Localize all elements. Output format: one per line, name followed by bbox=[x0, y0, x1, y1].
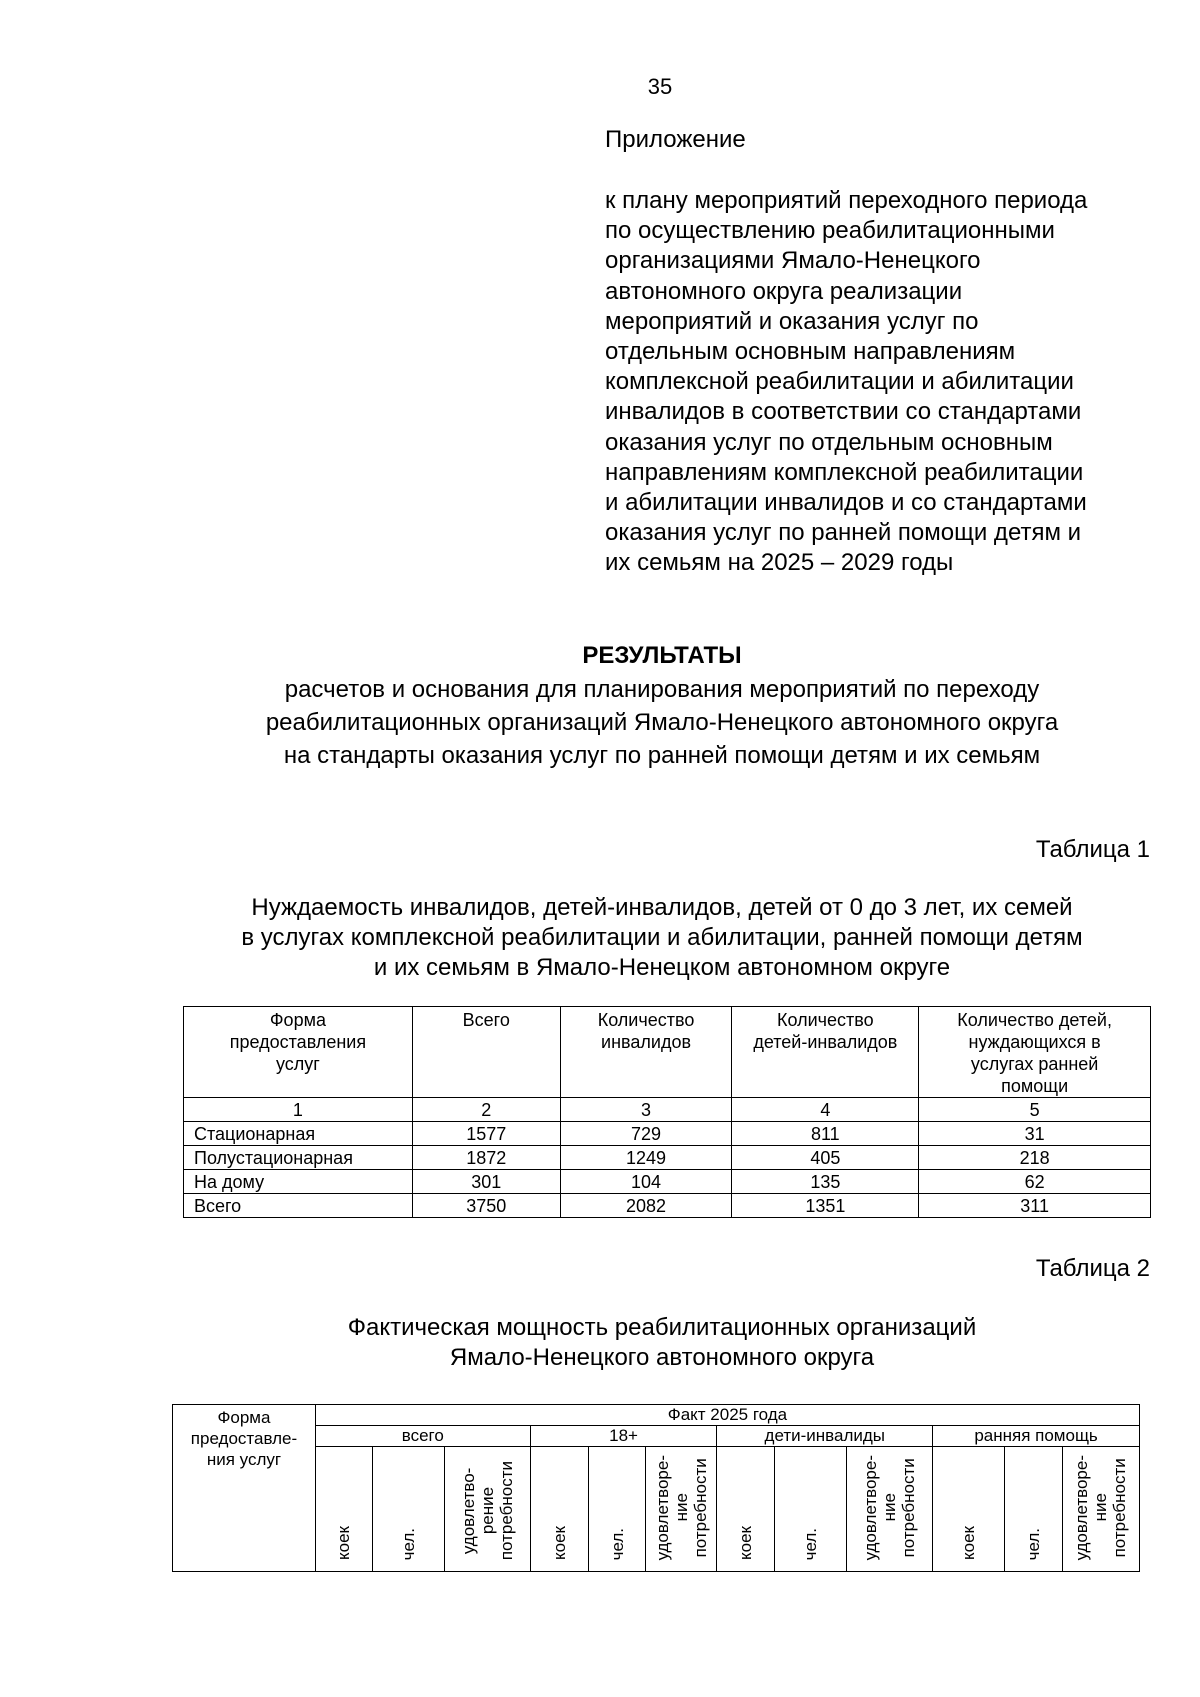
table1-caption bbox=[0, 893, 1200, 983]
row-label: Стационарная bbox=[184, 1122, 413, 1146]
header-cell: Количество инвалидов bbox=[560, 1007, 732, 1098]
header-cell: Количество детей-инвалидов bbox=[732, 1007, 919, 1098]
cell-value: 311 bbox=[919, 1194, 1151, 1218]
subheader-cell bbox=[847, 1447, 933, 1572]
appendix-line: организациями Ямало-Ненецкого bbox=[605, 247, 981, 275]
subheader-cell bbox=[1062, 1447, 1139, 1572]
subheader-text: коек bbox=[549, 1526, 569, 1560]
subheader-text: коек bbox=[959, 1526, 979, 1560]
cell-value: 2082 bbox=[560, 1194, 732, 1218]
cell-value: 729 bbox=[560, 1122, 732, 1146]
subheader-cell bbox=[775, 1447, 847, 1572]
subheader-text: коек bbox=[736, 1526, 756, 1560]
subheader-cell bbox=[444, 1447, 530, 1572]
appendix-line: оказания услуг по ранней помощи детям и bbox=[605, 519, 1082, 547]
table2-caption bbox=[0, 1313, 1200, 1373]
subheader-cell bbox=[588, 1447, 646, 1572]
group-header: ранняя помощь bbox=[933, 1426, 1140, 1447]
appendix-line: и абилитации инвалидов и со стандартами bbox=[605, 489, 1087, 517]
appendix-line: по осуществлению реабилитационными bbox=[605, 217, 1055, 245]
results-line: реабилитационных организаций Ямало-Ненецкого автономного округа bbox=[265, 709, 1059, 736]
table-row bbox=[184, 1194, 1151, 1218]
needs-table bbox=[183, 1006, 1151, 1218]
appendix-title: Приложение bbox=[605, 126, 746, 153]
subheader-cell bbox=[530, 1447, 588, 1572]
header-cell: Всего bbox=[412, 1007, 560, 1098]
subheader-cell bbox=[646, 1447, 717, 1572]
cell-value: 62 bbox=[919, 1170, 1151, 1194]
cell-value: 405 bbox=[732, 1146, 919, 1170]
appendix-line: их семьям на 2025 – 2029 годы bbox=[605, 549, 954, 577]
appendix-line: автономного округа реализации bbox=[605, 277, 963, 305]
cell-value: 1351 bbox=[732, 1194, 919, 1218]
appendix-line: направлениям комплексной реабилитации bbox=[605, 458, 1084, 486]
cell-value: 1577 bbox=[412, 1122, 560, 1146]
table-row bbox=[184, 1170, 1151, 1194]
cell-value: 1249 bbox=[560, 1146, 732, 1170]
caption-line: в услугах комплексной реабилитации и абилитации, ранней помощи детям bbox=[241, 924, 1083, 951]
cell-value: 218 bbox=[919, 1146, 1151, 1170]
subheader-cell bbox=[1005, 1447, 1063, 1572]
capacity-table bbox=[172, 1404, 1140, 1572]
subheader-text: удовлетворе- ние потребности bbox=[861, 1454, 919, 1560]
appendix-line: мероприятий и оказания услуг по bbox=[605, 307, 979, 335]
page-number: 35 bbox=[647, 74, 673, 99]
caption-line: Ямало-Ненецкого автономного округа bbox=[449, 1344, 875, 1371]
subheader-cell bbox=[315, 1447, 372, 1572]
cell-value: 3750 bbox=[412, 1194, 560, 1218]
column-number: 5 bbox=[919, 1098, 1151, 1122]
table2-label: Таблица 2 bbox=[1035, 1255, 1150, 1282]
subheader-text: коек bbox=[334, 1526, 354, 1560]
caption-line: Нуждаемость инвалидов, детей-инвалидов, детей от 0 до 3 лет, их семей bbox=[251, 894, 1073, 921]
results-heading: РЕЗУЛЬТАТЫ bbox=[582, 642, 742, 669]
subheader-cell bbox=[372, 1447, 444, 1572]
caption-line: и их семьям в Ямало-Ненецком автономном округе bbox=[373, 954, 951, 981]
group-header: дети-инвалиды bbox=[717, 1426, 933, 1447]
results-line: расчетов и основания для планирования мероприятий по переходу bbox=[284, 676, 1040, 703]
cell-value: 811 bbox=[732, 1122, 919, 1146]
cell-value: 31 bbox=[919, 1122, 1151, 1146]
subheader-text: удовлетво- рение потребности bbox=[458, 1460, 516, 1560]
row-label: На дому bbox=[184, 1170, 413, 1194]
table-row bbox=[184, 1146, 1151, 1170]
appendix-line: инвалидов в соответствии со стандартами bbox=[605, 398, 1082, 426]
caption-line: Фактическая мощность реабилитационных организаций bbox=[347, 1314, 977, 1341]
subheader-text: чел. bbox=[1023, 1527, 1043, 1560]
subheader-text: удовлетворе- ние потребности bbox=[652, 1454, 710, 1560]
table-header-row bbox=[173, 1405, 1140, 1426]
row-label: Всего bbox=[184, 1194, 413, 1218]
appendix-body bbox=[605, 186, 1165, 579]
subheader-text: чел. bbox=[607, 1527, 627, 1560]
table-header-row bbox=[184, 1007, 1151, 1098]
appendix-line: оказания услуг по отдельным основным bbox=[605, 428, 1053, 456]
column-number: 2 bbox=[412, 1098, 560, 1122]
table1-label: Таблица 1 bbox=[1035, 836, 1150, 863]
form-header: Форма предоставле- ния услуг bbox=[173, 1405, 316, 1572]
fact-header: Факт 2025 года bbox=[315, 1405, 1139, 1426]
group-header: всего bbox=[315, 1426, 530, 1447]
subheader-cell bbox=[933, 1447, 1005, 1572]
column-number: 4 bbox=[732, 1098, 919, 1122]
group-header: 18+ bbox=[530, 1426, 717, 1447]
header-cell: Форма предоставления услуг bbox=[184, 1007, 413, 1098]
results-line: на стандарты оказания услуг по ранней помощи детям и их семьям bbox=[283, 742, 1041, 769]
table-group-row bbox=[173, 1426, 1140, 1447]
subheader-text: удовлетворе- ние потребности bbox=[1072, 1454, 1130, 1560]
column-number: 3 bbox=[560, 1098, 732, 1122]
subheader-cell bbox=[717, 1447, 775, 1572]
table-row bbox=[184, 1122, 1151, 1146]
results-subtitle bbox=[0, 673, 1200, 772]
appendix-line: комплексной реабилитации и абилитации bbox=[605, 368, 1074, 396]
table-number-row bbox=[184, 1098, 1151, 1122]
cell-value: 104 bbox=[560, 1170, 732, 1194]
table-subheader-row bbox=[173, 1447, 1140, 1572]
cell-value: 135 bbox=[732, 1170, 919, 1194]
appendix-line: к плану мероприятий переходного периода bbox=[605, 187, 1088, 214]
column-number: 1 bbox=[184, 1098, 413, 1122]
subheader-text: чел. bbox=[801, 1527, 821, 1560]
cell-value: 301 bbox=[412, 1170, 560, 1194]
cell-value: 1872 bbox=[412, 1146, 560, 1170]
appendix-line: отдельным основным направлениям bbox=[605, 338, 1016, 366]
subheader-text: чел. bbox=[398, 1527, 418, 1560]
header-cell: Количество детей, нуждающихся в услугах ранней помощи bbox=[919, 1007, 1151, 1098]
row-label: Полустационарная bbox=[184, 1146, 413, 1170]
